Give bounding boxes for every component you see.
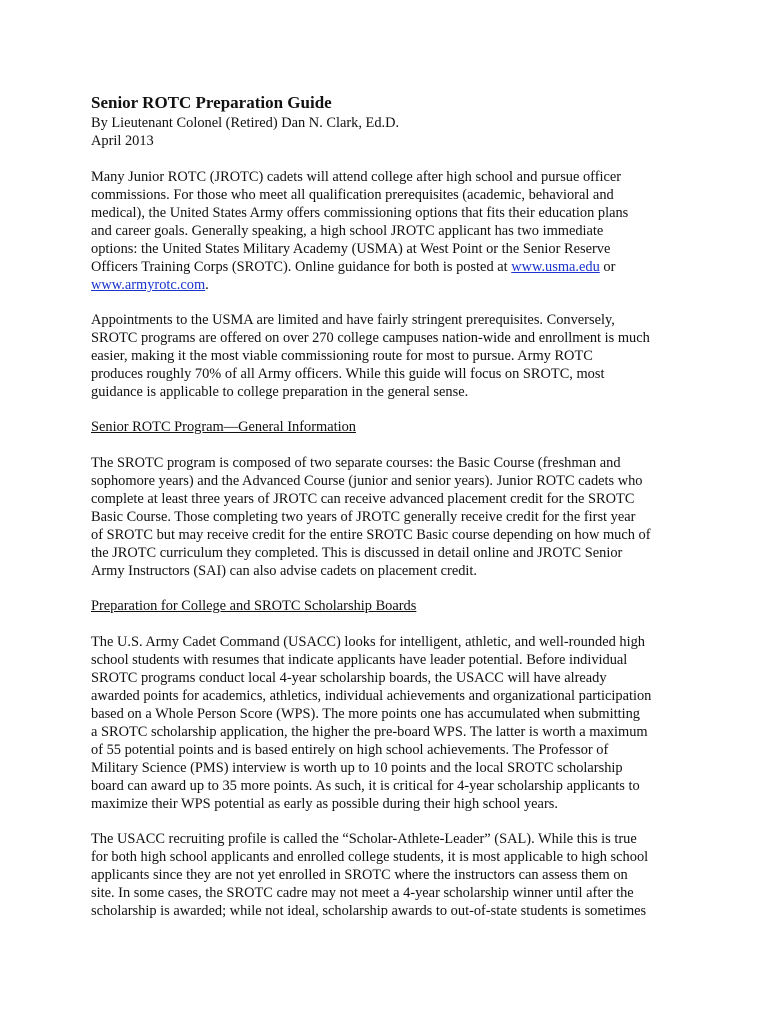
text-segment: or	[599, 259, 616, 275]
text-line	[91, 258, 691, 276]
text-line: scholarship is awarded; while not ideal, scholarship awards to out-of-state students is sometimes	[91, 903, 647, 919]
text-line: The SROTC program is composed of two separate courses: the Basic Course (freshman and	[91, 455, 621, 471]
text-line: based on a Whole Person Score (WPS). The more points one has accumulated when submitting	[91, 706, 640, 722]
text-line: options: the United States Military Academy (USMA) at West Point or the Senior Reserve	[91, 241, 611, 257]
text-line: Military Science (PMS) interview is worth up to 10 points and the local SROTC scholarship	[91, 760, 623, 776]
usma-link[interactable]: www.usma.edu	[511, 259, 600, 275]
text-line: board can award up to 35 more points. As such, it is critical for 4-year scholarship applicants to	[91, 778, 640, 794]
text-line: site. In some cases, the SROTC cadre may not meet a 4-year scholarship winner until after the	[91, 885, 634, 901]
armyrotc-link[interactable]: www.armyrotc.com	[91, 277, 206, 293]
text-line: the JROTC curriculum they completed. This is discussed in detail online and JROTC Senior	[91, 545, 623, 561]
text-line: guidance is applicable to college preparation in the general sense.	[91, 384, 469, 400]
text-line: for both high school applicants and enrolled college students, it is most applicable to high school	[91, 849, 649, 865]
text-line: of SROTC but may receive credit for the entire SROTC Basic course depending on how much of	[91, 527, 651, 543]
text-line	[91, 276, 691, 294]
paragraph-intro	[91, 168, 691, 294]
text-segment: Officers Training Corps (SROTC). Online guidance for both is posted at	[91, 259, 512, 275]
paragraph-usacc	[91, 633, 691, 813]
paragraph-profile	[91, 830, 691, 920]
text-line: Many Junior ROTC (JROTC) cadets will attend college after high school and pursue officer	[91, 169, 622, 185]
text-line: sophomore years) and the Advanced Course (junior and senior years). Junior ROTC cadets who	[91, 473, 643, 489]
text-line: a SROTC scholarship application, the higher the pre-board WPS. The latter is worth a maximum	[91, 724, 648, 740]
text-line: of 55 potential points and is based entirely on high school achievements. The Professor of	[91, 742, 609, 758]
text-line: produces roughly 70% of all Army officers. While this guide will focus on SROTC, most	[91, 366, 605, 382]
text-line: Army Instructors (SAI) can also advise cadets on placement credit.	[91, 563, 478, 579]
section-heading-preparation: Preparation for College and SROTC Scholarship Boards	[91, 598, 417, 614]
text-line: Appointments to the USMA are limited and have fairly stringent prerequisites. Conversely,	[91, 312, 615, 328]
text-line: SROTC programs are offered on over 270 college campuses nation-wide and enrollment is much	[91, 330, 650, 346]
text-line: easier, making it the most viable commissioning route for most to pursue. Army ROTC	[91, 348, 593, 364]
text-line: medical), the United States Army offers commissioning options that fits their education plans	[91, 205, 629, 221]
text-line: The USACC recruiting profile is called the “Scholar-Athlete-Leader” (SAL). While this is true	[91, 831, 637, 847]
text-line: applicants since they are not yet enrolled in SROTC where the instructors can assess them on	[91, 867, 628, 883]
paragraph-program	[91, 454, 691, 580]
text-segment: .	[205, 277, 209, 293]
document-title: Senior ROTC Preparation Guide	[91, 93, 332, 112]
text-line: Basic Course. Those completing two years of JROTC generally receive credit for the first year	[91, 509, 636, 525]
text-line: awarded points for academics, athletics, individual achievements and organizational participation	[91, 688, 652, 704]
text-line: and career goals. Generally speaking, a high school JROTC applicant has two immediate	[91, 223, 604, 239]
text-line: SROTC programs conduct local 4-year scholarship boards, the USACC will have already	[91, 670, 607, 686]
paragraph-appointments	[91, 311, 691, 401]
text-line: complete at least three years of JROTC can receive advanced placement credit for the SROTC	[91, 491, 635, 507]
document-author: By Lieutenant Colonel (Retired) Dan N. Clark, Ed.D.	[91, 115, 400, 131]
document-date: April 2013	[91, 133, 154, 149]
document-body	[91, 92, 691, 920]
text-line: commissions. For those who meet all qualification prerequisites (academic, behavioral and	[91, 187, 614, 203]
text-line: maximize their WPS potential as early as possible during their high school years.	[91, 796, 558, 812]
section-heading-general-information: Senior ROTC Program—General Information	[91, 419, 356, 435]
text-line: school students with resumes that indicate applicants have leader potential. Before individual	[91, 652, 628, 668]
text-line: The U.S. Army Cadet Command (USACC) looks for intelligent, athletic, and well-rounded high	[91, 634, 645, 650]
